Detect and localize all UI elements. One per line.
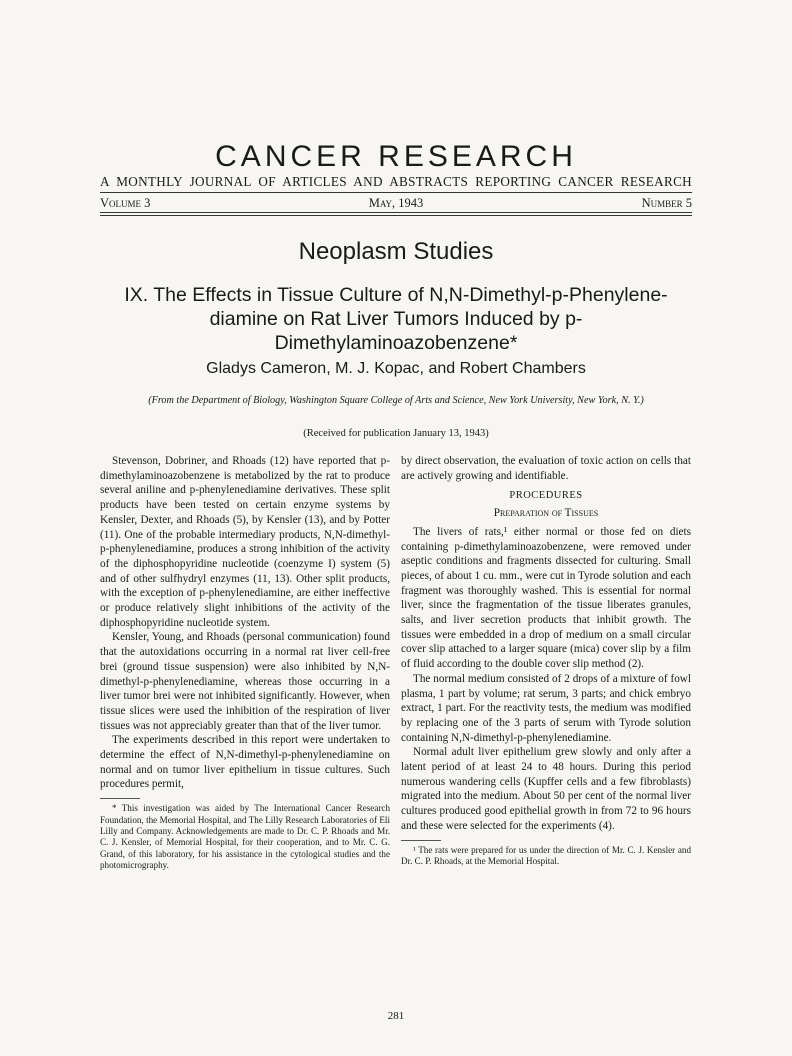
article-title: IX. The Effects in Tissue Culture of N,N-Dimethyl-p-Phenylene-diamine on Rat Liver Tumors Induced by p-Dimethylaminoazobenzene* (124, 284, 668, 354)
body-paragraph: The normal medium consisted of 2 drops of a mixture of fowl plasma, 1 part by volume; rat serum, 3 parts; and chick embryo extract, 1 part. For the reactivity tests, the medium was modified by replacing one of the 3 parts of serum with Tyrode solution containing N,N-dimethyl-p-phenylenediamine. (401, 672, 691, 744)
received-date: (Received for publication January 13, 1943) (303, 428, 489, 439)
right-column (401, 454, 691, 867)
footnote-rats: ¹ The rats were prepared for us under the direction of Mr. C. J. Kensler and Dr. C. P. Rhoads, at the Memorial Hospital. (401, 844, 691, 866)
section-heading-procedures: PROCEDURES (509, 490, 583, 502)
number-label: Number 5 (641, 196, 692, 210)
footnote-rule (100, 798, 140, 799)
issue-date: May, 1943 (368, 196, 424, 210)
footnote-funding: * This investigation was aided by The International Cancer Research Foundation, the Memorial Hospital, and The Lilly Research Laboratories of Eli Lilly and Company. Acknowledgements are made to Dr. C. P. Rhoads and Mr. C. J. Kensler, of Memorial Hospital, for their cooperation, and to Mr. C. G. Grand, of this laboratory, for his assistance in the cytological studies and the photomicrography. (100, 803, 390, 871)
page-number: 281 (387, 1010, 405, 1022)
header-rule-top (100, 192, 692, 193)
body-paragraph: Kensler, Young, and Rhoads (personal communication) found that the autoxidations occurring in a normal rat liver cell-free brei (ground tissue suspension) were also inhibited by N,N-dimethyl-p-phenylenediamine, whereas those occurring in a liver tumor brei were not inhibited significantly. However, when tissue slices were used the inhibition of the respiration of liver tissues was not appreciably greater than that of the liver tumor. (100, 631, 390, 732)
body-paragraph: The livers of rats,¹ either normal or those fed on diets containing p-dimethylaminoazobenzene, were removed under aseptic conditions and fragments dissected for culturing. Small pieces, of about 1 cu. mm., were cut in Tyrode solution and each fragment was thoroughly washed. This is essential for normal liver, since the fragmentation of the tissue liberates granules, salts, and liver secretion products that inhibit growth. The tissues were embedded in a drop of medium on a small circular cover slip attached to a larger square (mica) cover slip by a film of fluid according to the double cover slip method (2). (401, 525, 691, 671)
header-rule-bottom (100, 212, 692, 213)
journal-subtitle: A MONTHLY JOURNAL OF ARTICLES AND ABSTRACTS REPORTING CANCER RESEARCH (100, 174, 692, 189)
body-paragraph: Stevenson, Dobriner, and Rhoads (12) have reported that p-dimethylaminoazobenzene is metabolized by the rat to produce several aniline and p-phenylenediamine derivatives. These split products have been tested on certain enzyme systems by Kensler, Dexter, and Rhoads (5), by Kensler (13), and by Potter (11). One of the probable intermediary products, N,N-dimethyl-p-phenylenediamine, produces a strong inhibition of the activity of the diphosphopyridine nucleotide (coenzyme I) system (5) and of other sulfhydryl enzymes (11, 13). Other split products, with the exception of p-phenylenediamine, are either ineffective or produce relatively slight inhibitions of the activity of the diphosphopyridine nucleotide system. (100, 455, 390, 629)
journal-title: CANCER RESEARCH (215, 140, 577, 173)
body-paragraph: Normal adult liver epithelium grew slowly and only after a latent period of at least 24 to 48 hours. During this period numerous wandering cells (Kupffer cells and a few fibroblasts) migrated into the medium. About 50 per cent of the normal liver cultures produced good epithelial growth in from 72 to 96 hours and these were selected for the experiments (4). (401, 746, 691, 832)
left-column (100, 454, 390, 872)
body-paragraph: by direct observation, the evaluation of toxic action on cells that are actively growing and identifiable. (401, 455, 691, 482)
body-paragraph: The experiments described in this report were undertaken to determine the effect of N,N-dimethyl-p-phenylenediamine on normal and on tumor liver epithelium in tissue cultures. Such procedures permit, (100, 734, 390, 791)
volume-label: Volume 3 (100, 196, 151, 210)
author-affiliation: (From the Department of Biology, Washington Square College of Arts and Science, New York University, New York, N. Y.) (148, 395, 644, 406)
subsection-heading-preparation: Preparation of Tissues (493, 507, 599, 520)
article-authors: Gladys Cameron, M. J. Kopac, and Robert Chambers (206, 360, 586, 377)
header-rule-double (100, 215, 692, 216)
footnote-rule (401, 840, 441, 841)
article-series-title: Neoplasm Studies (298, 238, 494, 265)
